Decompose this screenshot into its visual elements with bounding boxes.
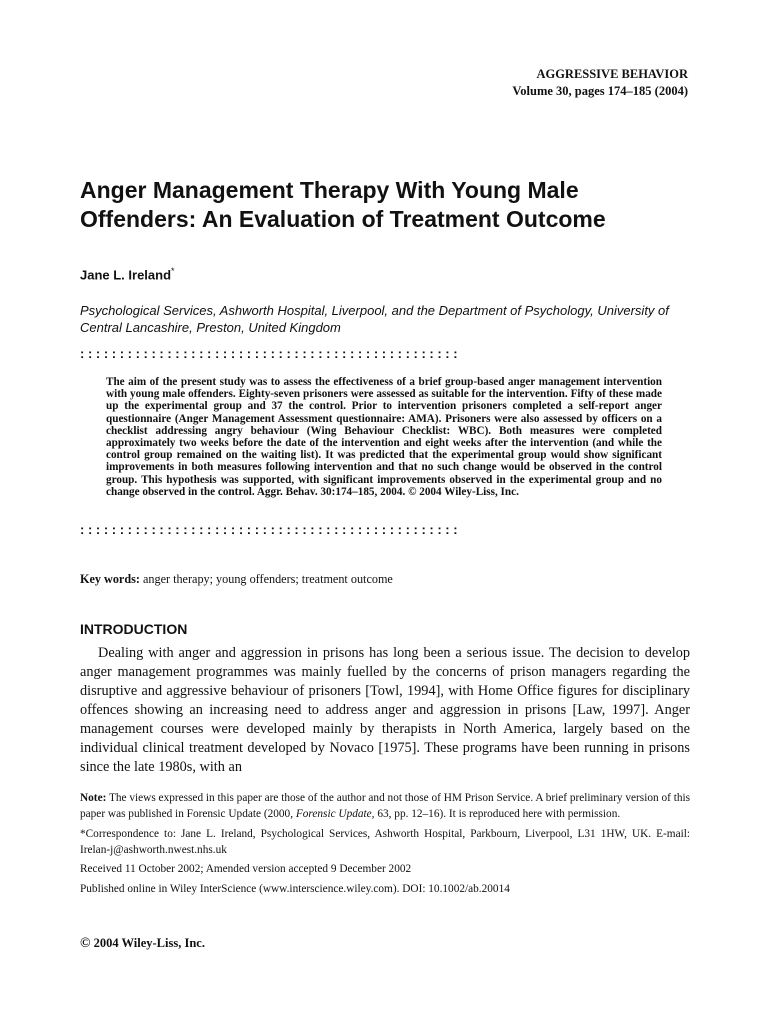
footnote-received: Received 11 October 2002; Amended version accepted 9 December 2002 — [80, 863, 412, 875]
footnote-correspondence: *Correspondence to: Jane L. Ireland, Psychological Services, Ashworth Hospital, Parkbourn, Liverpool, L31 1HW, UK. E-mail: Irelan-j@ashworth.nwest.nhs.uk — [80, 828, 690, 856]
journal-name: AGGRESSIVE BEHAVIOR — [536, 67, 688, 81]
keywords-label: Key words: — [80, 572, 140, 586]
copyright-symbol: © — [80, 936, 91, 951]
introduction-paragraph: Dealing with anger and aggression in prisons has long been a serious issue. The decision to develop anger management programmes was mainly fuelled by the concerns of prison managers regarding the disruptive and aggressive behaviour of prisoners [Towl, 1994], with Home Office figures for disciplinary offences showing an increasing need to address anger and aggression in prisons [Law, 1997]. Anger management courses were developed mainly by therapists in North America, largely based on the individual clinical treatment developed by Novaco [1975]. These programs have been running in prisons since the late 1980s, with an — [80, 645, 690, 775]
abstract-top-separator: : : : : : : : : : : : : : : : : : : : : : : : : : : : : : : : : : : : : : : : : : : : : : : : : — [80, 346, 458, 361]
keywords — [80, 572, 393, 587]
author-affiliation: Psychological Services, Ashworth Hospital, Liverpool, and the Department of Psychology, University of Central Lancashire, Preston, United Kingdom — [80, 303, 669, 335]
journal-volume: Volume 30, pages 174–185 (2004) — [512, 84, 688, 98]
journal-header — [512, 66, 688, 100]
note-italic: Forensic Update, — [295, 807, 375, 820]
note-text-1: The views expressed in this paper are those of the author and not those of HM Prison Service. A brief preliminary version of this paper was published in Forensic Update (2000, — [80, 792, 691, 820]
author-footnote-mark: * — [171, 266, 175, 276]
page-copyright — [80, 936, 205, 952]
note-text-2: 63, pp. 12–16). It is reproduced here with permission. — [377, 807, 621, 820]
note-label: Note: — [80, 792, 107, 804]
footnote-published: Published online in Wiley InterScience (www.interscience.wiley.com). DOI: 10.1002/ab.20014 — [80, 882, 510, 895]
footnotes — [80, 791, 690, 897]
abstract-copyright: © 2004 Wiley-Liss, Inc. — [408, 485, 519, 498]
article-title: Anger Management Therapy With Young Male Offenders: An Evaluation of Treatment Outcome — [80, 177, 606, 232]
author-name: Jane L. Ireland — [80, 267, 172, 283]
abstract — [106, 376, 662, 498]
introduction-heading: INTRODUCTION — [80, 621, 188, 637]
abstract-text: The aim of the present study was to assess the effectiveness of a brief group-based anger management intervention with young male offenders. Eighty-seven prisoners were assessed as suitable for the intervention. Fifty of these made up the experimental group and 37 the control. Prior to intervention prisoners completed a self-report anger questionnaire (Anger Management Assessment questionnaire: AMA). Prisoners were also assessed by officers on a checklist addressing angry behaviour (Wing Behaviour Checklist: WBC). Both measures were completed approximately two weeks before the date of the intervention and eight weeks after the intervention (and while the control group remained on the waiting list). It was predicted that the experimental group would show significant improvements in both measures following intervention and that no such change would be observed in the control group. This hypothesis was supported, with significant improvements observed in the experimental group and no change observed in the control. Aggr. Behav. 30:174–185, 2004. — [106, 376, 662, 498]
abstract-bottom-separator: : : : : : : : : : : : : : : : : : : : : : : : : : : : : : : : : : : : : : : : : : : : : : : : : — [80, 522, 458, 537]
keywords-terms: anger therapy; young offenders; treatment outcome — [142, 572, 393, 586]
footnote-note — [80, 791, 690, 822]
article-author — [80, 266, 175, 282]
copyright-text: 2004 Wiley-Liss, Inc. — [93, 936, 205, 950]
